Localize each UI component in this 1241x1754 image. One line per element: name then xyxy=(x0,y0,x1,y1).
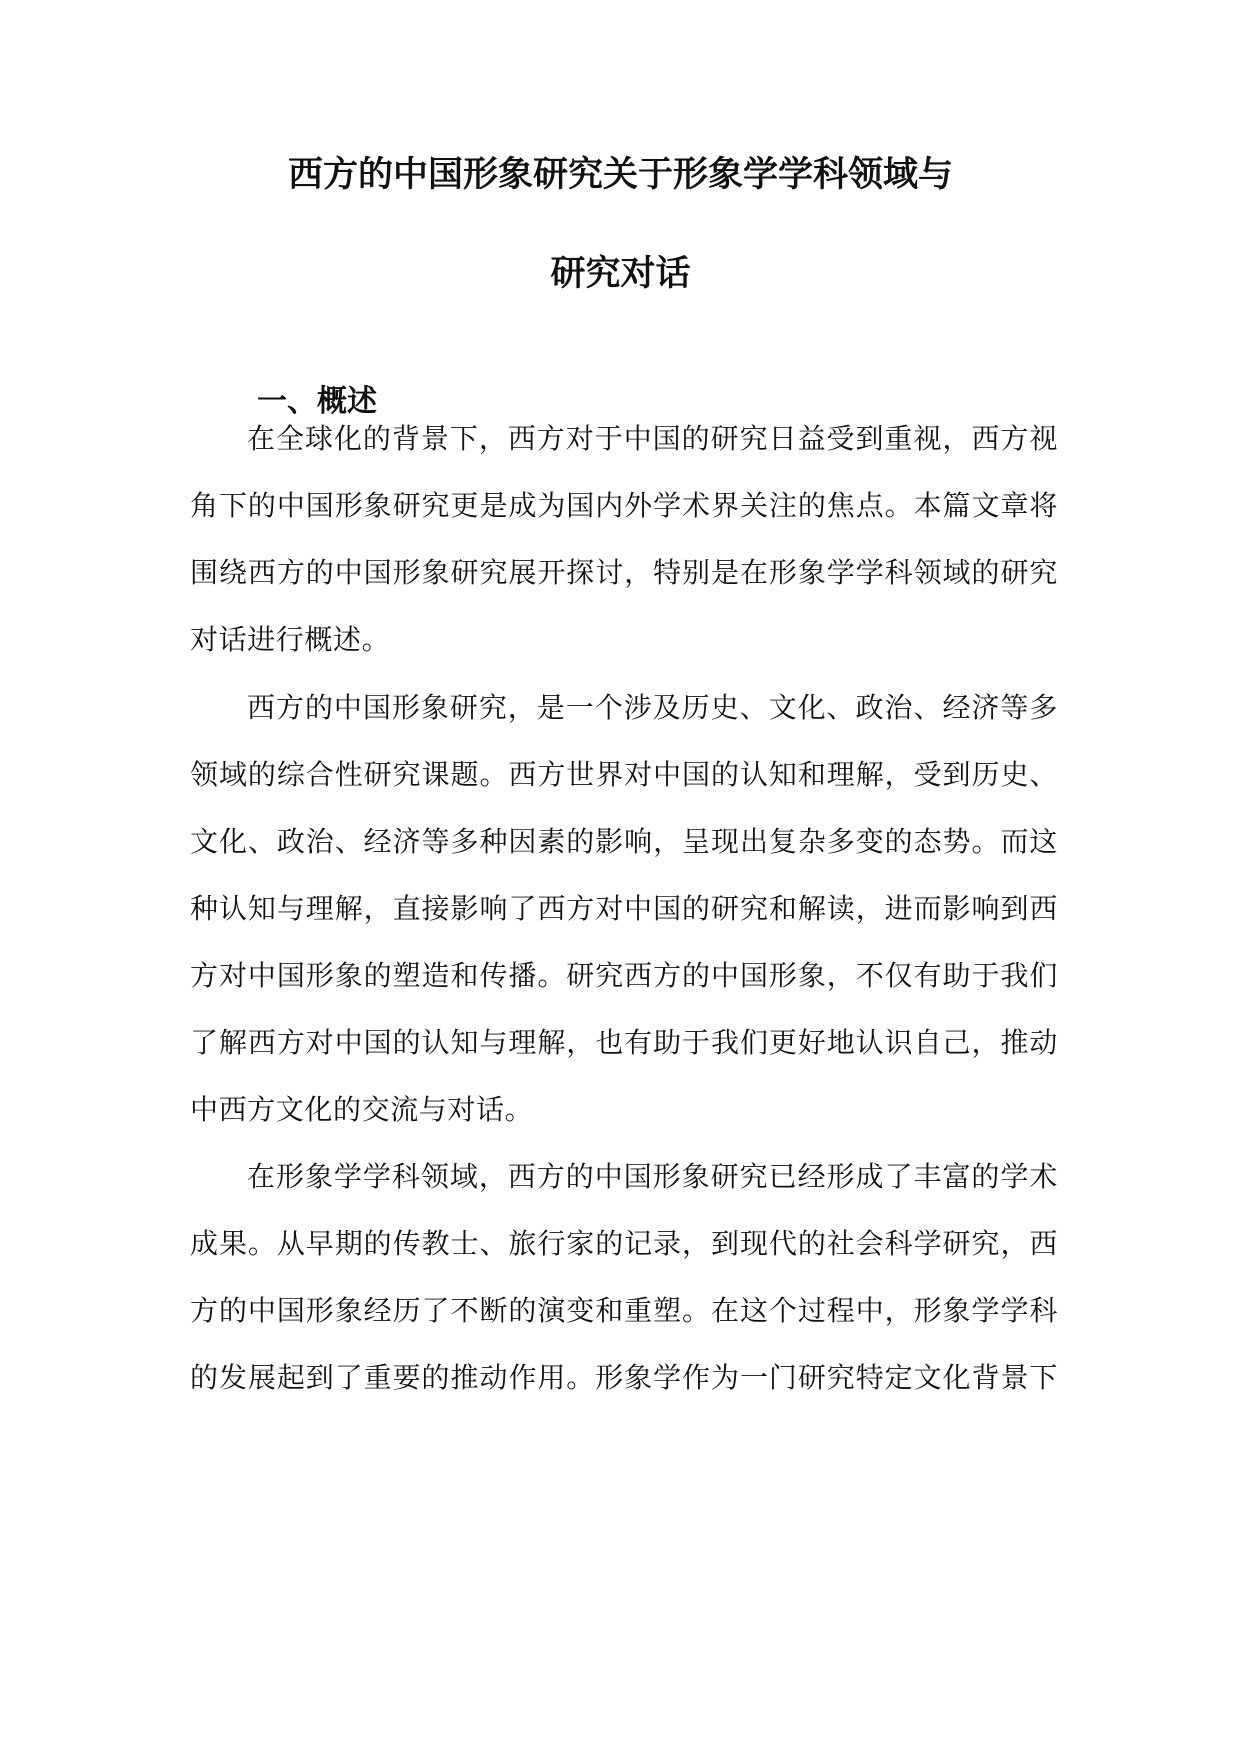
body-line: 文化、政治、经济等多种因素的影响，呈现出复杂多变的态势。而这 xyxy=(190,825,1058,858)
body-line: 的发展起到了重要的推动作用。形象学作为一门研究特定文化背景下 xyxy=(190,1361,1058,1394)
body-line: 角下的中国形象研究更是成为国内外学术界关注的焦点。本篇文章将 xyxy=(190,489,1058,522)
body-line: 了解西方对中国的认知与理解，也有助于我们更好地认识自己，推动 xyxy=(190,1026,1058,1059)
body-line: 成果。从早期的传教士、旅行家的记录，到现代的社会科学研究，西 xyxy=(190,1227,1058,1260)
body-line: 种认知与理解，直接影响了西方对中国的研究和解读，进而影响到西 xyxy=(190,892,1058,925)
document-title-line-2: 研究对话 xyxy=(550,254,691,294)
body-line: 对话进行概述。 xyxy=(190,623,391,656)
body-line: 方的中国形象经历了不断的演变和重塑。在这个过程中，形象学学科 xyxy=(190,1294,1058,1327)
document-title-line-1: 西方的中国形象研究关于形象学学科领域与 xyxy=(287,155,953,195)
body-line: 方对中国形象的塑造和传播。研究西方的中国形象，不仅有助于我们 xyxy=(190,959,1058,992)
body-line: 围绕西方的中国形象研究展开探讨，特别是在形象学学科领域的研究 xyxy=(190,556,1058,589)
body-line: 西方的中国形象研究，是一个涉及历史、文化、政治、经济等多 xyxy=(247,691,1058,724)
body-line: 中西方文化的交流与对话。 xyxy=(190,1093,534,1126)
section-heading: 一、概述 xyxy=(257,384,377,419)
body-line: 在全球化的背景下，西方对于中国的研究日益受到重视，西方视 xyxy=(247,422,1058,455)
body-line: 在形象学学科领域，西方的中国形象研究已经形成了丰富的学术 xyxy=(247,1160,1058,1193)
body-line: 领域的综合性研究课题。西方世界对中国的认知和理解，受到历史、 xyxy=(190,758,1058,791)
